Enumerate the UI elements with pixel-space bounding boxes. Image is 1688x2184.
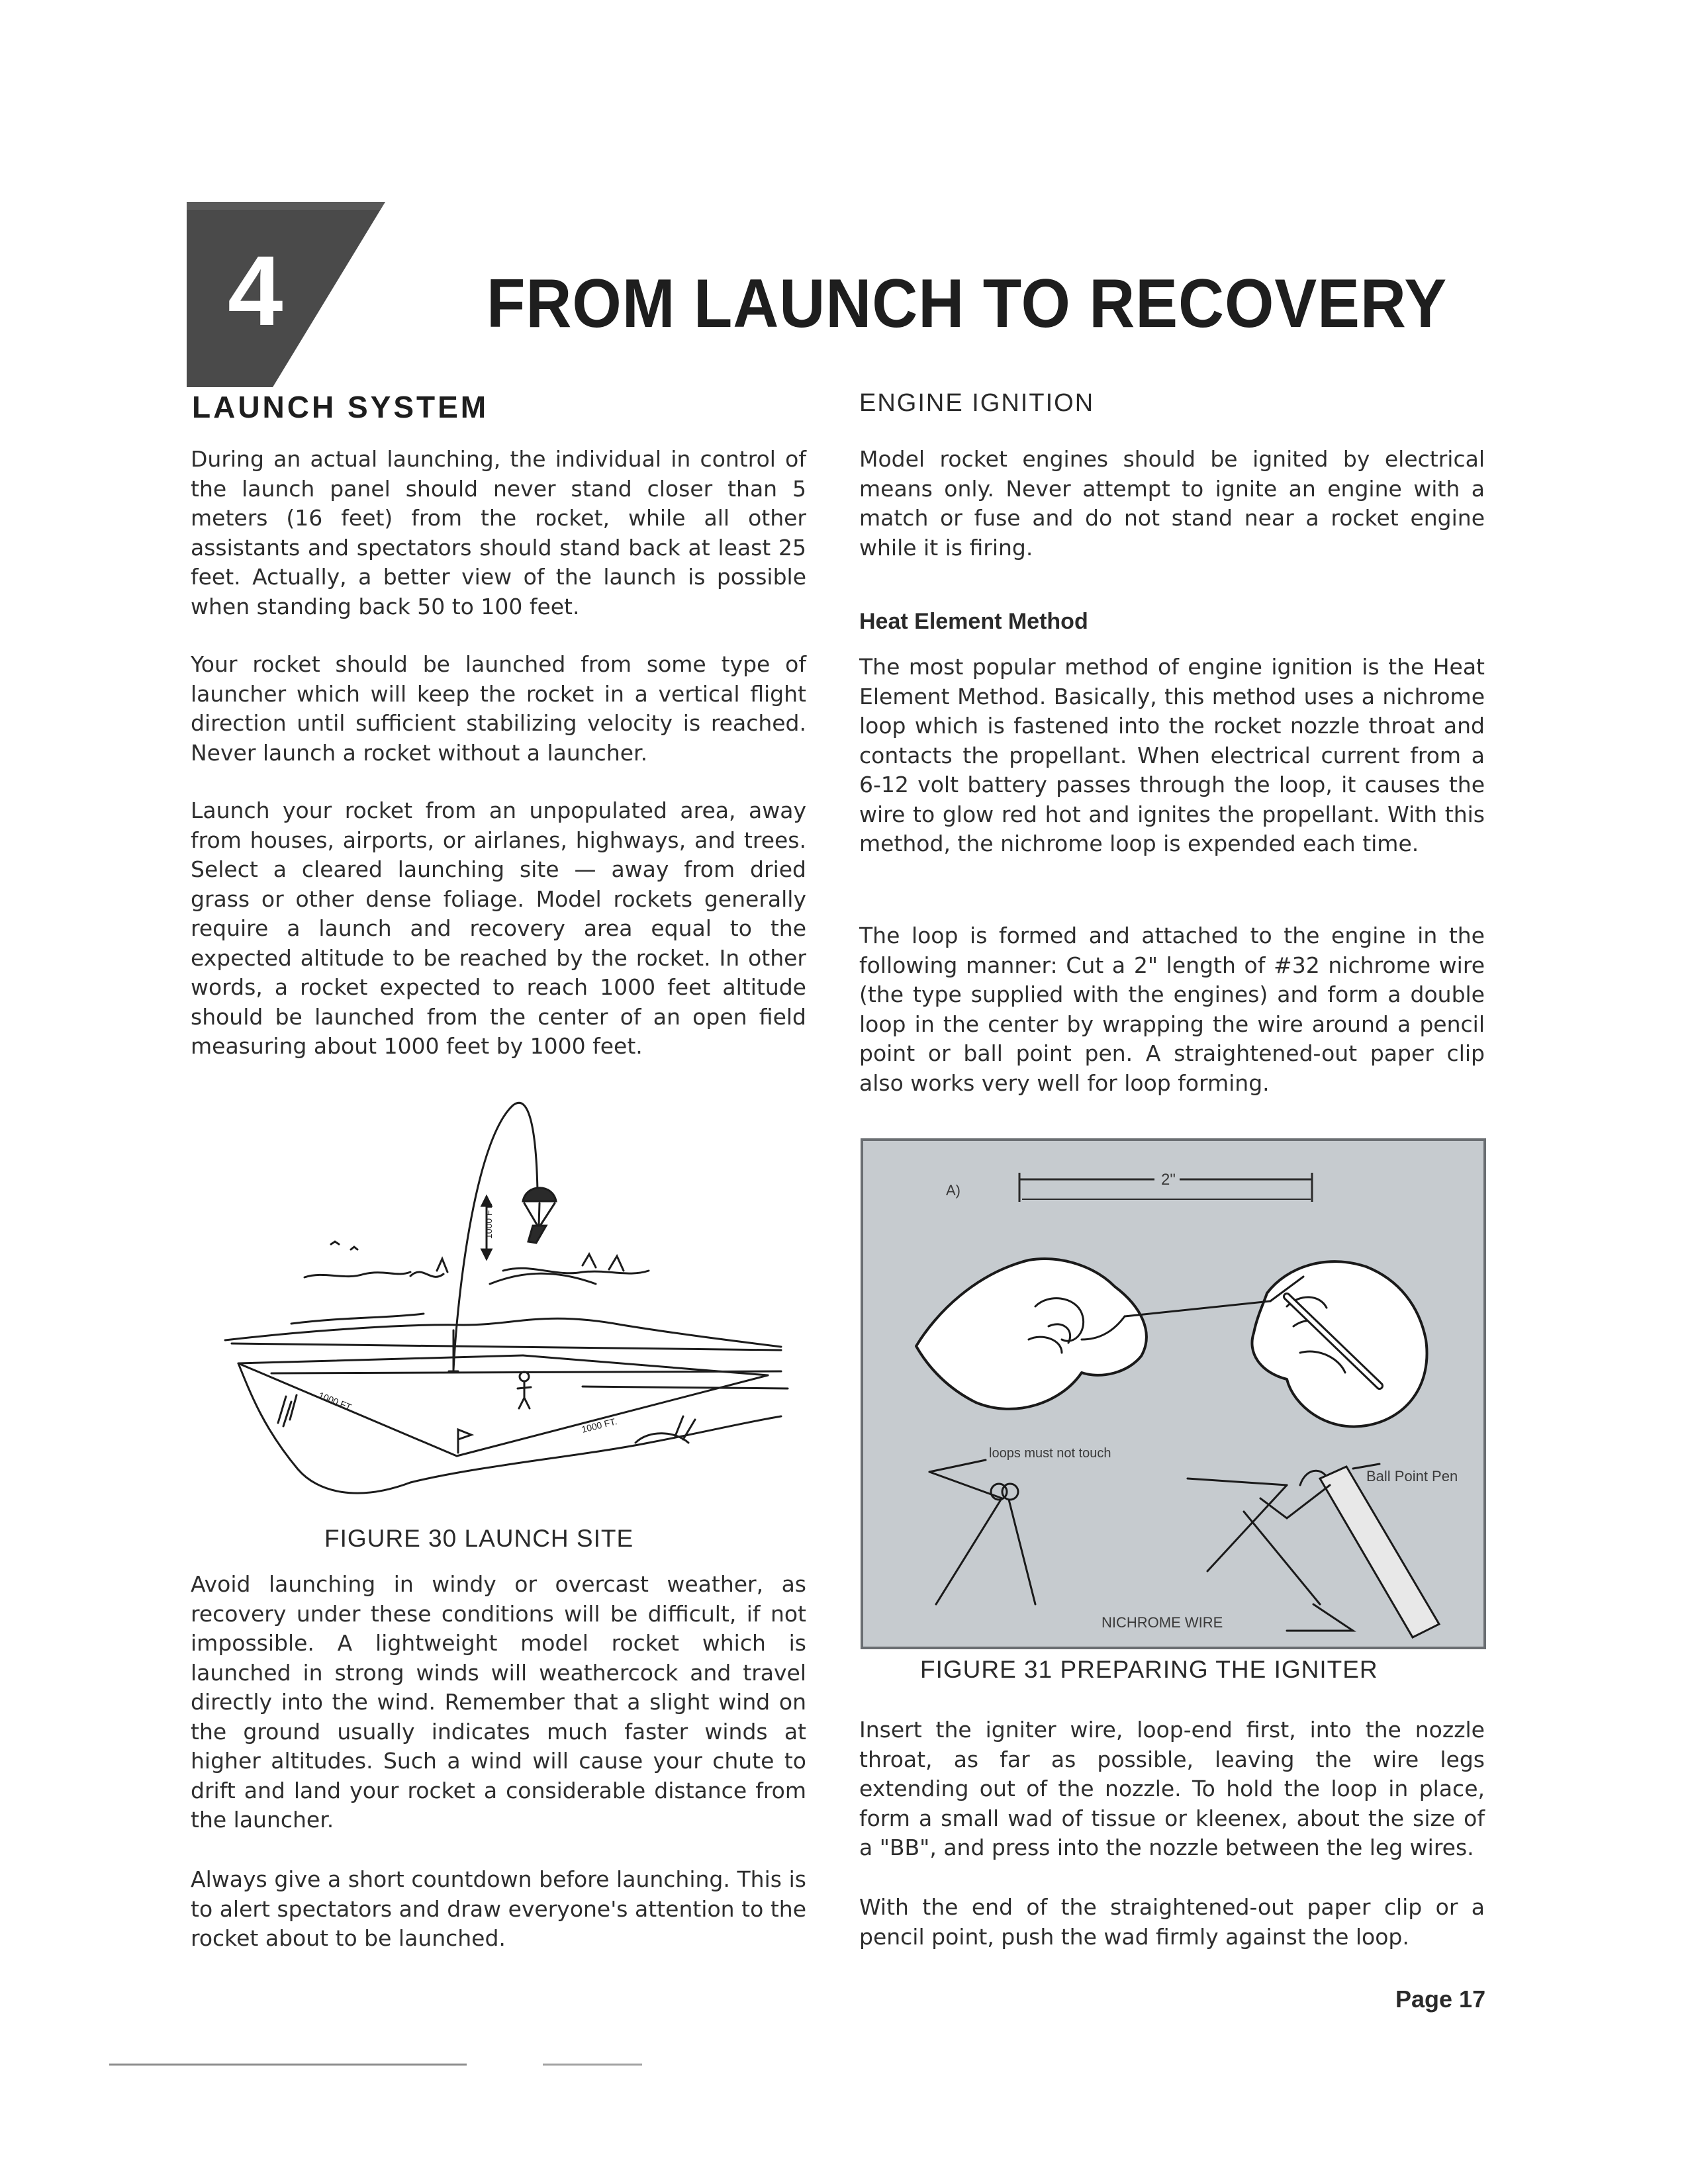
field-side-label-b: 1000 FT.: [580, 1416, 618, 1435]
section-heading-engine-ignition: ENGINE IGNITION: [859, 389, 1095, 417]
paragraph-left-2: Your rocket should be launched from some type of launcher which will keep the rocket in a vertical flight direction until sufficient stabilizing velocity is reached. Never launch a rocket without a launcher.: [191, 651, 806, 766]
paragraph-left-4: Avoid launching in windy or overcast weather, as recovery under these conditions will be difficult, if not impossible. A lightweight model rocket which is launched in strong winds will weathercock and travel directly into the wind. Remember that a slight wind on the ground usually indicates much faster winds at higher altitudes. Such a wind will cause your chute to drift and land your rocket a considerable distance from the launcher.: [191, 1571, 806, 1833]
chapter-number: 4: [228, 235, 283, 346]
paragraph-right-5: With the end of the straightened-out paper clip or a pencil point, push the wad firmly against the loop.: [859, 1894, 1485, 1950]
length-label: 2": [1161, 1171, 1176, 1189]
nichrome-wire-label: NICHROME WIRE: [1102, 1614, 1223, 1631]
subheading-heat-element: Heat Element Method: [859, 609, 1088, 634]
section-heading-launch-system: LAUNCH SYSTEM: [192, 390, 489, 424]
paragraph-right-3: The loop is formed and attached to the engine in the following manner: Cut a 2" length of #32 nichrome wire (the type supplied with the engines) and form a double loop in the center by wrapping the wire around a pencil point or ball point pen. A straightened-out paper clip also works very well for loop forming.: [859, 923, 1485, 1096]
paragraph-right-4: Insert the igniter wire, loop-end first, into the nozzle throat, as far as possible, leaving the wire legs extending out of the nozzle. To hold the loop in place, form a small wad of tissue or kleenex, about the size of a "BB", and press into the nozzle between the leg wires.: [859, 1717, 1485, 1860]
field-side-label-a: 1000 FT.: [316, 1389, 355, 1414]
figure-30-caption: FIGURE 30 LAUNCH SITE: [324, 1525, 634, 1552]
chapter-number-badge: [187, 202, 385, 387]
ball-point-pen-label: Ball Point Pen: [1366, 1468, 1458, 1484]
launch-site-drawing: [212, 1085, 794, 1509]
paragraph-left-3: Launch your rocket from an unpopulated area, away from houses, airports, or airlanes, highways, and trees. Select a cleared launching site — away from dried grass or other dense foliage. Model rockets generally require a launch and recovery area equal to the expected altitude to be reached by the rocket. In other words, a rocket expected to reach 1000 feet altitude should be launched from the center of an open field measuring about 1000 feet by 1000 feet.: [191, 797, 806, 1059]
figure-31-caption: FIGURE 31 PREPARING THE IGNITER: [920, 1656, 1378, 1683]
chapter-number-block: [187, 202, 385, 387]
paragraph-left-5: Always give a short countdown before launching. This is to alert spectators and draw everyone's attention to the rocket about to be launched.: [191, 1866, 806, 1951]
page-number: Page 17: [1395, 1985, 1486, 2013]
igniter-drawing: [863, 1141, 1483, 1647]
loops-label: loops must not touch: [989, 1446, 1111, 1461]
figure-31-illustration: [861, 1138, 1486, 1649]
footer-rule-segment: [543, 2064, 642, 2066]
paragraph-right-1: Model rocket engines should be ignited by electrical means only. Never attempt to ignite an engine with a match or fuse and do not stand near a rocket engine while it is firing.: [859, 446, 1485, 561]
paragraph-left-1: During an actual launching, the individual in control of the launch panel should never stand closer than 5 meters (16 feet) from the rocket, while all other assistants and spectators should stand back at least 25 feet. Actually, a better view of the launch is possible when standing back 50 to 100 feet.: [191, 446, 806, 619]
paragraph-right-2: The most popular method of engine ignition is the Heat Element Method. Basically, this method uses a nichrome loop which is fastened into the rocket nozzle throat and contacts the propellant. When electrical current from a 6-12 volt battery passes through the loop, it causes the wire to glow red hot and ignites the propellant. With this method, the nichrome loop is expended each time.: [859, 654, 1485, 856]
chapter-title: FROM LAUNCH TO RECOVERY: [487, 265, 1448, 342]
footer-rule: [109, 2064, 467, 2066]
altitude-label: 1000 FT.: [483, 1203, 494, 1239]
figure-30-illustration: [212, 1085, 794, 1509]
step-a-label: A): [946, 1182, 961, 1199]
